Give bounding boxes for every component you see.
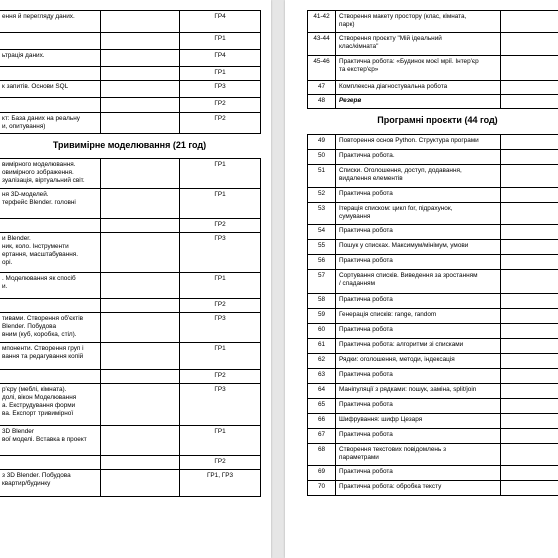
hours-cell [101,370,180,384]
table-row [0,273,261,299]
lesson-number: 55 [308,240,336,255]
hours-cell [101,50,180,67]
right-page [285,0,558,558]
code-cell: ГР2 [180,370,261,384]
code-cell: ГР1, ГР3 [180,470,261,497]
hours-cell [101,470,180,497]
topic-cell [0,33,101,50]
table-row [308,384,558,399]
topic-cell: Практична робота [336,225,501,240]
table-row [0,11,261,33]
table-row [0,33,261,50]
topic-cell: з 3D Blender. Побудова квартир/будинку [0,470,101,497]
hours-cell [101,98,180,113]
code-cell [501,56,558,81]
hours-cell [101,219,180,233]
lesson-number: 54 [308,225,336,240]
code-cell [501,444,558,466]
table-row [308,466,558,481]
code-cell [501,339,558,354]
table-row [0,159,261,189]
lesson-number: 48 [308,95,336,109]
code-cell [501,324,558,339]
topic-cell: Створення макету простору (клас, кімната, парк) [336,11,501,33]
left-curriculum-table [0,10,261,497]
code-cell [501,188,558,203]
hours-cell [101,11,180,33]
topic-cell: Пошук у списках. Максимум/мінімум, умови [336,240,501,255]
lesson-number: 60 [308,324,336,339]
code-cell [501,414,558,429]
table-row [308,429,558,444]
topic-cell: Практична робота [336,255,501,270]
topic-cell: Маніпуляції з рядками: пошук, заміна, split/join [336,384,501,399]
table-row [308,203,558,225]
code-cell [501,225,558,240]
topic-cell: Практична робота: обробка тексту [336,481,501,496]
code-cell: ГР1 [180,67,261,81]
code-cell [501,11,558,33]
hours-cell [101,81,180,98]
topic-cell: Практична робота [336,466,501,481]
table-row [308,95,558,109]
code-cell: ГР1 [180,426,261,456]
table-row [0,313,261,343]
section-heading: Тривимірне моделювання (21 год) [0,134,261,159]
table-row [308,270,558,294]
code-cell: ГР1 [180,159,261,189]
lesson-number: 49 [308,135,336,150]
table-row [308,225,558,240]
section-heading: Програмні проєкти (44 год) [308,109,558,135]
table-row [0,426,261,456]
code-cell [501,384,558,399]
table-row [308,81,558,95]
lesson-number: 41-42 [308,11,336,33]
lesson-number: 56 [308,255,336,270]
table-row [0,299,261,313]
hours-cell [101,159,180,189]
code-cell: ГР2 [180,98,261,113]
hours-cell [101,313,180,343]
code-cell [501,33,558,56]
table-row [0,233,261,273]
lesson-number: 53 [308,203,336,225]
table-row [308,399,558,414]
topic-cell [0,456,101,470]
code-cell: ГР4 [180,11,261,33]
topic-cell: Практична робота. [336,150,501,165]
topic-cell [0,299,101,313]
topic-cell: вимірного моделювання. овимірного зображення. зуалізація, віртуальний світ. [0,159,101,189]
code-cell [501,81,558,95]
lesson-number: 50 [308,150,336,165]
table-row [0,81,261,98]
table-row [308,150,558,165]
table-row [308,294,558,309]
topic-cell: Практична робота: «Будинок моєї мрії. Інтер'єр та екстер'єр» [336,56,501,81]
lesson-number: 58 [308,294,336,309]
topic-cell: к запитів. Основи SQL [0,81,101,98]
left-page [0,0,271,558]
code-cell [501,165,558,188]
code-cell: ГР4 [180,50,261,67]
code-cell: ГР1 [180,273,261,299]
code-cell [501,240,558,255]
lesson-number: 66 [308,414,336,429]
code-cell [501,270,558,294]
lesson-number: 70 [308,481,336,496]
table-row [0,370,261,384]
topic-cell: Створення текстових повідомлень з параметрами [336,444,501,466]
code-cell: ГР3 [180,233,261,273]
table-row [0,67,261,81]
topic-cell: и Blender. ник, коло. Інструменти ертання, масштабування. орі. [0,233,101,273]
lesson-number: 68 [308,444,336,466]
lesson-number: 67 [308,429,336,444]
code-cell [501,255,558,270]
topic-cell [0,67,101,81]
code-cell [501,203,558,225]
code-cell [501,309,558,324]
table-row [308,33,558,56]
topic-cell: Шифрування: шифр Цезаря [336,414,501,429]
topic-cell: Рядки: оголошення, методи, індексація [336,354,501,369]
lesson-number: 59 [308,309,336,324]
table-row [308,339,558,354]
topic-cell [0,219,101,233]
topic-cell: кт: База даних на реальну и, опитування) [0,113,101,134]
table-row [308,324,558,339]
code-cell [501,429,558,444]
code-cell [501,399,558,414]
table-row [0,98,261,113]
topic-cell: ня 3D-моделей. терфейс Blender. головні [0,189,101,219]
table-row [0,219,261,233]
hours-cell [101,113,180,134]
section-row [0,134,261,159]
table-row [0,456,261,470]
lesson-number: 64 [308,384,336,399]
lesson-number: 57 [308,270,336,294]
hours-cell [101,67,180,81]
topic-cell [0,98,101,113]
topic-cell: Практична робота: алгоритми зі списками [336,339,501,354]
lesson-number: 43-44 [308,33,336,56]
topic-cell: Ітерація списком: цикл for, підрахунок, сумування [336,203,501,225]
topic-cell: Практична робота [336,294,501,309]
hours-cell [101,384,180,426]
code-cell [501,354,558,369]
table-row [0,343,261,370]
hours-cell [101,299,180,313]
code-cell: ГР3 [180,313,261,343]
table-row [308,56,558,81]
hours-cell [101,426,180,456]
topic-cell: . Моделювання як спосіб и. [0,273,101,299]
topic-cell: ення й перегляду даних. [0,11,101,33]
code-cell: ГР1 [180,189,261,219]
topic-cell: Резерв [336,95,501,109]
topic-cell: мпоненти. Створення груп і вання та редагування копій [0,343,101,370]
table-row [308,165,558,188]
code-cell [501,150,558,165]
table-row [308,309,558,324]
table-row [308,444,558,466]
topic-cell: ьтрація даних. [0,50,101,67]
hours-cell [101,189,180,219]
table-row [308,11,558,33]
lesson-number: 52 [308,188,336,203]
table-row [0,189,261,219]
hours-cell [101,273,180,299]
topic-cell: Сортування списків. Виведення за зростанням / спаданням [336,270,501,294]
table-row [308,255,558,270]
table-row [308,188,558,203]
code-cell [501,294,558,309]
table-row [308,481,558,496]
topic-cell: Списки. Оголошення, доступ, додавання, видалення елементів [336,165,501,188]
lesson-number: 65 [308,399,336,414]
table-row [308,240,558,255]
topic-cell: Практична робота [336,399,501,414]
topic-cell: Створення проєкту "Мій ідеальний клас/кімната" [336,33,501,56]
lesson-number: 45-46 [308,56,336,81]
code-cell: ГР3 [180,81,261,98]
topic-cell: Повторення основ Python. Структура програми [336,135,501,150]
table-row [308,414,558,429]
lesson-number: 51 [308,165,336,188]
topic-cell: тивами. Створення об'єктів Blender. Побудова вним (куб, коробка, стіл). [0,313,101,343]
lesson-number: 63 [308,369,336,384]
topic-cell [0,370,101,384]
topic-cell: Практична робота [336,429,501,444]
code-cell [501,466,558,481]
topic-cell: р'єру (меблі, кімната). долі, вікон Моделювання а. Екструдування форми ва. Експорт тривимірної [0,384,101,426]
hours-cell [101,456,180,470]
code-cell [501,369,558,384]
table-row [308,369,558,384]
code-cell: ГР1 [180,343,261,370]
topic-cell: Практична робота [336,369,501,384]
section-row [308,109,558,135]
table-row [0,113,261,134]
hours-cell [101,343,180,370]
lesson-number: 69 [308,466,336,481]
table-row [308,135,558,150]
code-cell [501,95,558,109]
code-cell [501,135,558,150]
table-row [0,50,261,67]
topic-cell: 3D Blender вої моделі. Вставка в проект [0,426,101,456]
topic-cell: Практична робота [336,324,501,339]
hours-cell [101,233,180,273]
code-cell: ГР1 [180,33,261,50]
table-row [308,354,558,369]
table-row [0,384,261,426]
table-row [0,470,261,497]
topic-cell: Комплексна діагностувальна робота [336,81,501,95]
right-curriculum-table [307,10,558,496]
topic-cell: Практична робота [336,188,501,203]
code-cell: ГР2 [180,113,261,134]
lesson-number: 62 [308,354,336,369]
code-cell [501,481,558,496]
code-cell: ГР2 [180,456,261,470]
lesson-number: 47 [308,81,336,95]
lesson-number: 61 [308,339,336,354]
code-cell: ГР2 [180,299,261,313]
hours-cell [101,33,180,50]
topic-cell: Генерація списків: range, random [336,309,501,324]
code-cell: ГР2 [180,219,261,233]
code-cell: ГР3 [180,384,261,426]
